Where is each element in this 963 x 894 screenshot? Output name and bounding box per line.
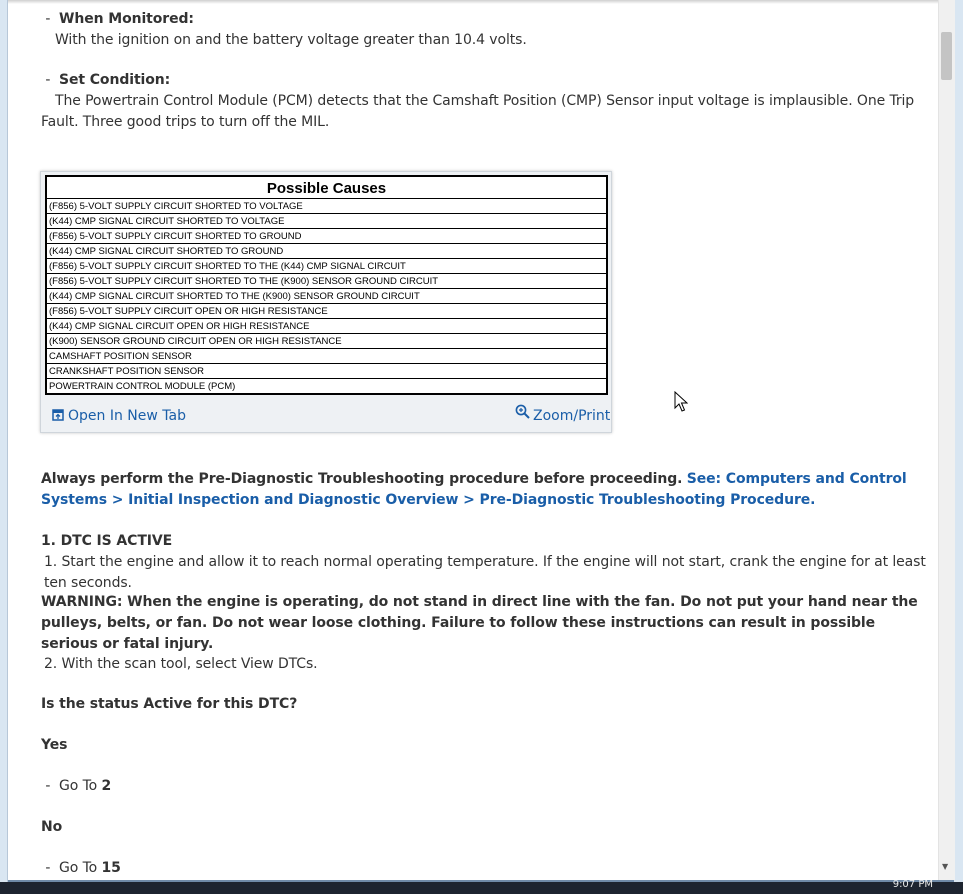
cause-cell: (F856) 5-VOLT SUPPLY CIRCUIT SHORTED TO GROUND (46, 229, 607, 244)
taskbar (0, 879, 963, 894)
table-row (46, 349, 607, 364)
table-row (46, 379, 607, 395)
cause-cell: CRANKSHAFT POSITION SENSOR (46, 364, 607, 379)
window-left-border (0, 0, 8, 882)
possible-causes-table (45, 175, 608, 395)
mouse-cursor-icon (674, 391, 688, 413)
cause-cell: (F856) 5-VOLT SUPPLY CIRCUIT OPEN OR HIGH RESISTANCE (46, 304, 607, 319)
table-row (46, 304, 607, 319)
zoom-print-link[interactable] (515, 404, 610, 424)
yes-goto-step: 2 (101, 778, 112, 794)
cause-cell: (K44) CMP SIGNAL CIRCUIT SHORTED TO THE (K900) SENSOR GROUND CIRCUIT (46, 289, 607, 304)
table-row (46, 244, 607, 259)
scroll-down-arrow-icon[interactable]: ▼ (942, 862, 949, 871)
table-row (46, 199, 607, 214)
taskbar-clock: 9:07 PM (892, 879, 933, 890)
possible-causes-title: Possible Causes (46, 176, 607, 199)
no-goto[interactable]: - Go To 15 (41, 860, 121, 876)
warning-text: WARNING: When the engine is operating, do not stand in direct line with the fan. Do not put your hand near the pulleys, belts, or fan. Do not wear loose clothing. Failure to follow these instructions can result in possible serious or fatal injury. (41, 594, 918, 652)
table-row (46, 214, 607, 229)
zoom-print-label: Zoom/Print (533, 408, 611, 424)
table-row (46, 259, 607, 274)
table-row (46, 319, 607, 334)
cause-cell: (K44) CMP SIGNAL CIRCUIT SHORTED TO GROUND (46, 244, 607, 259)
no-goto-step: 15 (101, 860, 121, 876)
set-condition-heading: Set Condition: (59, 72, 171, 88)
document-page (8, 0, 938, 880)
no-goto-text: Go To (59, 860, 98, 876)
scrollbar-thumb[interactable] (941, 32, 952, 80)
cause-cell: CAMSHAFT POSITION SENSOR (46, 349, 607, 364)
step-1-item-2: 2. With the scan tool, select View DTCs. (44, 656, 318, 672)
table-row (46, 289, 607, 304)
when-monitored-heading: When Monitored: (59, 11, 194, 27)
open-new-tab-icon (52, 409, 64, 421)
step-1-item-1: 1. Start the engine and allow it to reach normal operating temperature. If the engine will not start, crank the engine for at least ten seconds. (44, 554, 926, 591)
when-monitored-text: With the ignition on and the battery voltage greater than 10.4 volts. (55, 32, 527, 48)
cause-cell: (K900) SENSOR GROUND CIRCUIT OPEN OR HIGH RESISTANCE (46, 334, 607, 349)
cause-cell: (F856) 5-VOLT SUPPLY CIRCUIT SHORTED TO THE (K44) CMP SIGNAL CIRCUIT (46, 259, 607, 274)
set-condition-text: The Powertrain Control Module (PCM) detects that the Camshaft Position (CMP) Sensor input voltage is implausible. One Trip Fault. Three good trips to turn off the MIL. (41, 93, 915, 130)
cause-cell: POWERTRAIN CONTROL MODULE (PCM) (46, 379, 607, 395)
table-row (46, 229, 607, 244)
top-shadow (8, 0, 938, 4)
open-in-new-tab-label: Open In New Tab (68, 408, 186, 424)
pre-diagnostic-link-line1: See: Computers and Control Systems > Initial Inspection (41, 471, 907, 508)
yes-label: Yes (41, 737, 68, 753)
no-label: No (41, 819, 63, 835)
when-monitored-block: - When Monitored: With the ignition on and the battery voltage greater than 10.4 volts. (41, 9, 931, 51)
yes-goto[interactable]: - Go To 2 (41, 778, 112, 794)
vertical-scrollbar[interactable] (938, 0, 955, 880)
table-row (46, 364, 607, 379)
pre-diagnostic-text: Always perform the Pre-Diagnostic Troubleshooting procedure before proceeding. (41, 471, 683, 487)
cause-cell: (F856) 5-VOLT SUPPLY CIRCUIT SHORTED TO THE (K900) SENSOR GROUND CIRCUIT (46, 274, 607, 289)
window-right-border (954, 0, 963, 882)
table-row (46, 274, 607, 289)
cause-cell: (K44) CMP SIGNAL CIRCUIT OPEN OR HIGH RESISTANCE (46, 319, 607, 334)
zoom-icon (515, 404, 531, 420)
set-condition-block: - Set Condition: The Powertrain Control Module (PCM) detects that the Camshaft Position (CMP) Sensor input voltage is implausible. One Trip Fault. Three good trips to turn off the MIL. (41, 70, 931, 133)
table-row (46, 334, 607, 349)
cause-cell: (F856) 5-VOLT SUPPLY CIRCUIT SHORTED TO VOLTAGE (46, 199, 607, 214)
cause-cell: (K44) CMP SIGNAL CIRCUIT SHORTED TO VOLTAGE (46, 214, 607, 229)
open-in-new-tab-link[interactable] (52, 408, 186, 424)
pre-diagnostic-link-line2: and Diagnostic Overview > Pre-Diagnostic Troubleshooting Procedure. (264, 492, 816, 508)
step-1-heading: 1. DTC IS ACTIVE (41, 533, 173, 549)
yes-goto-text: Go To (59, 778, 98, 794)
pre-diagnostic-paragraph (41, 469, 931, 511)
question-text: Is the status Active for this DTC? (41, 696, 298, 712)
possible-causes-panel (40, 171, 612, 433)
